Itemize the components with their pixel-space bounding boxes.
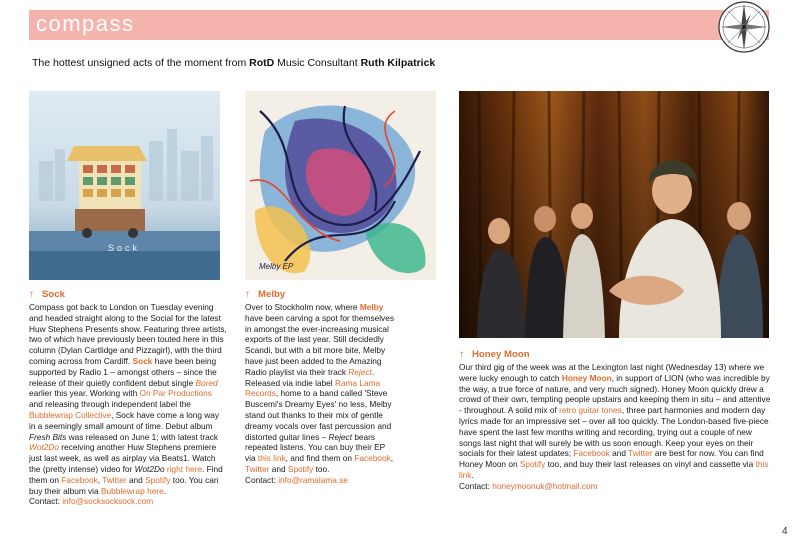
melby-heading: ↑ Melby [245, 289, 286, 300]
section-title: compass [36, 11, 135, 36]
intro-line: The hottest unsigned acts of the moment from RotD Music Consultant Ruth Kilpatrick [32, 57, 436, 69]
page-number: 4 [782, 526, 788, 537]
sock-article [29, 289, 227, 507]
publication-name: RotD [249, 57, 275, 69]
honey-moon-article [459, 349, 771, 492]
sock-album-cover [29, 91, 220, 280]
melby-spotify-link[interactable]: Spotify [287, 463, 314, 474]
bubblewrap-collective-link[interactable]: Bubblewrap Collective [29, 409, 112, 420]
sock-body: Compass got back to London on Tuesday evening and headed straight along to the Social for the latest Huw Stephens Presents show. Featuring three artists, two of which have previously been touted here in this column (Dylan Cartlidge and Pizzagirl), with the third coming across from Cardiff. Sock have been being supported by Radio 1 – amongst others – since the release of their quietly confident debut single Bored earlier this year. Working with On Par Productions and releasing through independent label the Bubblewrap Collective, Sock have come a long way in a seemingly small amount of time. Debut album Fresh Bits was released on June 1; with latest track Wot2Do receiving another Huw Stephens premiere just last week, as well as airplay via Beats1. Watch the (pretty intense) video for Wot2Do right here. Find them on Facebook, Twitter and Spotify too. You can buy their album via Bubblewrap here. [29, 302, 227, 496]
sock-heading: ↑ Sock [29, 289, 65, 300]
melby-twitter-link[interactable]: Twitter [245, 463, 270, 474]
melby-article [245, 289, 395, 486]
melby-ep-link[interactable]: this link [257, 453, 286, 464]
honey-moon-band-photo [459, 91, 769, 338]
retro-guitar-tones-link[interactable]: retro guitar tones [559, 405, 622, 416]
honey-moon-email-link[interactable]: honeymoonuk@hotmail.com [492, 480, 598, 491]
melby-contact: Contact: info@ramalama.se [245, 474, 348, 485]
on-par-productions-link[interactable]: On Par Productions [139, 388, 212, 399]
sock-bubblewrap-link[interactable]: Bubblewrap here [100, 485, 164, 496]
rama-lama-records-link[interactable]: Rama Lama Records [245, 377, 381, 399]
author-name: Ruth Kilpatrick [360, 57, 436, 69]
sock-contact: Contact: info@socksocksock.com [29, 496, 154, 507]
compass-icon [717, 0, 771, 54]
melby-name: Melby [359, 302, 384, 312]
wot2do-link[interactable]: Wot2Do [29, 442, 59, 453]
honey-moon-spotify-link[interactable]: Spotify [519, 459, 546, 470]
honey-moon-name: Honey Moon [561, 372, 612, 383]
melby-body: Over to Stockholm now, where Melby have been carving a spot for themselves in amongst the ever-increasing musical exports of the last year. Still decidedly Scandi, but with a bit more bite, Melby have just been added to the Amazing Radio playlist via their track Reject. Released via indie label Rama Lama Records, home to a band called 'Steve Buscemi's Dreamy Eyes' no less, Melby stand out thanks to their mix of gentle dreamy vocals over fast percussion and distorted guitar lines – Reject bears repeated listens. You can buy their EP via this link, and find them on Facebook, Twitter and Spotify too. [245, 302, 394, 474]
arrow-up-icon: ↑ [29, 289, 34, 300]
arrow-up-icon: ↑ [245, 289, 250, 300]
sock-single: Bored [195, 377, 218, 388]
honey-moon-facebook-link[interactable]: Facebook [573, 448, 610, 459]
honey-moon-heading: ↑ Honey Moon [459, 349, 530, 360]
sock-facebook-link[interactable]: Facebook [61, 474, 98, 485]
sock-email-link[interactable]: info@socksocksock.com [62, 496, 154, 507]
honey-moon-releases-link[interactable]: this link [459, 459, 769, 480]
melby-cover-lettering: Melby EP [259, 262, 294, 271]
melby-ep-cover [245, 91, 436, 280]
sock-cover-lettering: Sock [107, 243, 141, 253]
sock-name: Sock [132, 355, 153, 366]
melby-facebook-link[interactable]: Facebook [354, 453, 391, 464]
sock-twitter-link[interactable]: Twitter [102, 474, 127, 485]
melby-email-link[interactable]: info@ramalama.se [278, 474, 348, 485]
section-banner [29, 10, 769, 40]
honey-moon-twitter-link[interactable]: Twitter [628, 448, 653, 459]
honey-moon-body: Our third gig of the week was at the Lexington last night (Wednesday 13) where we were lucky enough to catch Honey Moon, in support of LION (who was incredible by the way, a true force of nature, and very much signed). Honey Moon quickly drew a crowd of their own, tempting people upstairs and keeping them in situ – and attentive - throughout. A solid mix of retro guitar tones, three part harmonies and modern day lyrics made for an impressive set – over all too quickly. The London-based five-piece have spent the last few months writing and recording, trying out a couple of new songs last night that will surely be with us soon enough. Keep your eyes on their socials for their latest updates; Facebook and Twitter are best for now. You can find Honey Moon on Spotify too, and buy their last releases on vinyl and cassette via this link. [459, 362, 771, 480]
arrow-up-icon: ↑ [459, 349, 464, 360]
reject-link[interactable]: Reject [348, 366, 372, 377]
sock-video-link[interactable]: right here [166, 463, 202, 474]
honey-moon-contact: Contact: honeymoonuk@hotmail.com [459, 480, 598, 491]
sock-spotify-link[interactable]: Spotify [145, 474, 171, 485]
